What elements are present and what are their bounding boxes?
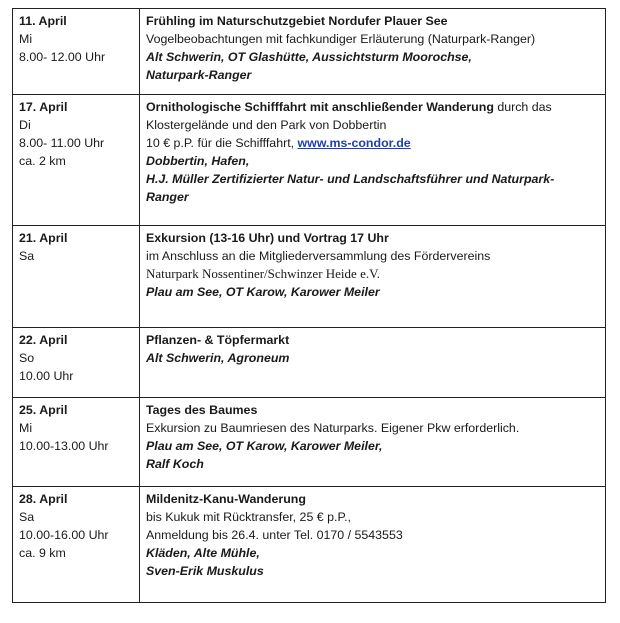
event-registration: Anmeldung bis 26.4. unter Tel. 0170 / 5543553 (146, 528, 403, 542)
event-location: Plau am See, OT Karow, Karower Meiler, (146, 439, 383, 453)
description-cell (140, 398, 606, 487)
description-cell (140, 487, 606, 603)
event-description: Klostergelände und den Park von Dobbertin (146, 118, 387, 132)
event-date: 25. April (19, 403, 68, 417)
event-distance: ca. 2 km (19, 154, 66, 168)
event-description: Vogelbeobachtungen mit fachkundiger Erläuterung (Naturpark-Ranger) (146, 32, 536, 46)
event-title-rest: durch das (493, 100, 552, 114)
table-row (13, 398, 606, 487)
table-row (13, 487, 606, 603)
event-date: 11. April (19, 14, 67, 28)
event-location: Kläden, Alte Mühle, (146, 546, 260, 560)
event-date: 22. April (19, 333, 68, 347)
event-time: 10.00-16.00 Uhr (19, 528, 109, 542)
date-cell (13, 398, 140, 487)
event-time: 10.00-13.00 Uhr (19, 439, 109, 453)
event-weekday: So (19, 351, 35, 365)
description-cell (140, 226, 606, 328)
event-date: 28. April (19, 492, 68, 506)
event-description: bis Kukuk mit Rücktransfer, 25 € p.P., (146, 510, 352, 524)
event-location: Alt Schwerin, Agroneum (146, 351, 290, 365)
date-cell (13, 226, 140, 328)
event-location: Alt Schwerin, OT Glashütte, Aussichtsturm Moorochse, (146, 50, 472, 64)
event-date: 21. April (19, 231, 68, 245)
event-title: Ornithologische Schifffahrt mit anschließender Wanderung (146, 100, 494, 114)
event-distance: ca. 9 km (19, 546, 66, 560)
table-row (13, 9, 606, 95)
table-row (13, 226, 606, 328)
table-row (13, 95, 606, 226)
event-guide-cont: Ranger (146, 190, 189, 204)
event-title: Frühling im Naturschutzgebiet Nordufer Plauer See (146, 14, 448, 28)
description-cell (140, 328, 606, 398)
date-cell (13, 328, 140, 398)
event-weekday: Di (19, 118, 31, 132)
events-table (12, 8, 606, 603)
event-weekday: Sa (19, 510, 35, 524)
event-time: 10.00 Uhr (19, 369, 74, 383)
event-guide: H.J. Müller Zertifizierter Natur- und Landschaftsführer und Naturpark- (146, 172, 555, 186)
event-description-cont: Naturpark Nossentiner/Schwinzer Heide e.V. (146, 266, 381, 281)
event-location: Dobbertin, Hafen, (146, 154, 250, 168)
event-time: 8.00- 11.00 Uhr (19, 136, 105, 150)
event-location: Plau am See, OT Karow, Karower Meiler (146, 285, 380, 299)
event-title: Pflanzen- & Töpfermarkt (146, 333, 290, 347)
event-title: Exkursion (13-16 Uhr) und Vortrag 17 Uhr (146, 231, 389, 245)
event-weekday: Mi (19, 421, 33, 435)
event-guide: Naturpark-Ranger (146, 68, 252, 82)
event-weekday: Sa (19, 249, 35, 263)
date-cell (13, 95, 140, 226)
event-title: Mildenitz-Kanu-Wanderung (146, 492, 306, 506)
event-weekday: Mi (19, 32, 33, 46)
date-cell (13, 487, 140, 603)
event-price-line (146, 134, 600, 152)
event-title: Tages des Baumes (146, 403, 258, 417)
event-guide: Ralf Koch (146, 457, 204, 471)
table-row (13, 328, 606, 398)
event-title-line (146, 98, 600, 116)
event-time: 8.00- 12.00 Uhr (19, 50, 106, 64)
date-cell (13, 9, 140, 95)
description-cell (140, 95, 606, 226)
event-date: 17. April (19, 100, 68, 114)
event-description: im Anschluss an die Mitgliederversammlung des Fördervereins (146, 249, 491, 263)
website-link[interactable]: www.ms-condor.de (297, 136, 411, 150)
event-description: Exkursion zu Baumriesen des Naturparks. Eigener Pkw erforderlich. (146, 421, 520, 435)
description-cell (140, 9, 606, 95)
event-price: 10 € p.P. für die Schifffahrt, (146, 136, 298, 150)
event-guide: Sven-Erik Muskulus (146, 564, 264, 578)
